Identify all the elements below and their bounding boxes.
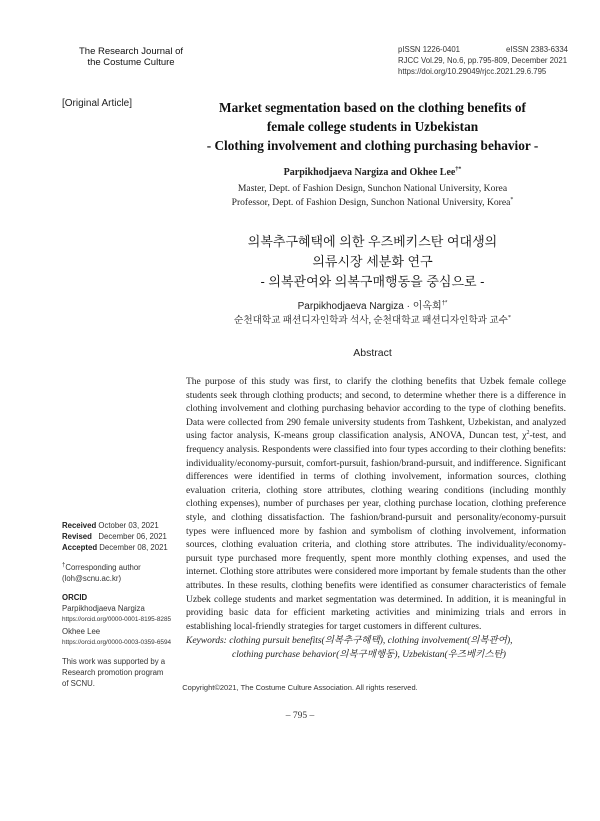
abstract-text-part2: -test, and frequency analysis. Respondents were classified into four types according to their clothing benefits: individuality/economy-pursuit, comfort-pursuit, fashion/brand-pursuit, and indifference. Significant differences were identified in terms of clothing involvement, information sources, clothing evaluation criteria, clothing store attributes, clothing wearing conditions (including monthly clothing expenses), number of purchases per year, clothing purchase location, clothing preference style, and clothing dissatisfaction. The fashion/brand-pursuit and personality/economy-pursuit types were influenced more by fashion and symbolism of clothing involvement, information sources, clothing evaluation criteria, and clothing store attributes. The individuality/economy-pursuit type purchased more frequently, spent more monthly clothing expenses, and used the internet. Clothing store attributes were considered more important by female students than the other attributes. In these results, clothing benefits were identified as consumer characteristics of female Uzbek college students and market segmentation was determined. In addition, it is meaningful in providing basic data for efficient marketing activities and minimizing trials and errors in establishing local-friendly strategies for target customers in different cultures. (186, 431, 566, 632)
authors-ko-mark: †* (441, 300, 448, 307)
title-ko-line2: 의류시장 세분화 연구 (312, 254, 433, 269)
abstract-text-part1: The purpose of this study was first, to clarify the clothing benefits that Uzbek female college students seek through clothing products; and second, to determine whether there is a difference in clothing involvement and clothing purchasing behavior according to the type of clothing benefits. Data were collected from 290 female university students from Tashkent, Uzbekistan, and analyzed using factor analysis, K-means group classification analysis, ANOVA, Duncan test, (186, 377, 566, 442)
eissn: eISSN 2383-6334 (506, 45, 568, 54)
orcid-label: ORCID (62, 593, 88, 603)
orcid2-name: Okhee Lee (62, 626, 101, 636)
authors-en (180, 167, 565, 178)
affiliations-ko (180, 312, 565, 326)
chi-superscript: 2 (526, 430, 530, 437)
keywords-line1: clothing pursuit benefits(의복추구혜택), clothing involvement(의복관여), (229, 636, 513, 646)
authors-en-text: Parpikhodjaeva Nargiza and Okhee Lee (283, 167, 456, 178)
citation: RJCC Vol.29, No.6, pp.795-809, December 2021 (398, 56, 568, 65)
orcid1-name: Parpikhodjaeva Nargiza (62, 604, 145, 614)
funding-line1: This work was supported by a (62, 657, 166, 667)
corresponding-email[interactable]: (loh@scnu.ac.kr) (62, 573, 122, 583)
affiliation-en-2-mark: * (510, 196, 514, 203)
publication-meta (398, 44, 568, 77)
revised-row (62, 531, 177, 542)
accepted-date: December 08, 2021 (99, 543, 168, 553)
authors-ko-text: Parpikhodjaeva Nargiza · 이옥희 (297, 301, 442, 312)
affiliations-ko-mark: * (507, 314, 511, 321)
title-ko-line1: 의복추구혜택에 의한 우즈베키스탄 여대생의 (247, 234, 498, 249)
affiliation-en-2 (180, 196, 565, 210)
keywords-line2: clothing purchase behavior(의복구매행동), Uzbekistan(우즈베키스탄) (232, 650, 506, 660)
authors-en-mark: †* (455, 166, 462, 173)
affiliation-en-2-text: Professor, Dept. of Fashion Design, Sunchon National University, Korea (231, 196, 511, 208)
journal-name-line2: the Costume Culture (87, 57, 175, 68)
abstract-heading: Abstract (353, 347, 392, 359)
pissn: pISSN 1226-0401 (398, 45, 460, 54)
revised-date: December 06, 2021 (98, 532, 167, 542)
title-en-line3: - Clothing involvement and clothing purchasing behavior - (206, 138, 539, 153)
affiliation-en-1: Master, Dept. of Fashion Design, Sunchon National University, Korea (237, 183, 508, 194)
page-number: – 795 – (285, 711, 315, 721)
accepted-row (62, 542, 177, 553)
accepted-label: Accepted (62, 543, 98, 553)
copyright: Copyright©2021, The Costume Culture Association. All rights reserved. (182, 683, 418, 692)
title-ko (180, 232, 565, 292)
orcid2-link[interactable]: https://orcid.org/0000-0003-0359-6594 (62, 638, 172, 646)
title-en (180, 98, 565, 155)
received-date: October 03, 2021 (98, 521, 159, 530)
affiliations-ko-text: 순천대학교 패션디자인학과 석사, 순천대학교 패션디자인학과 교수 (234, 315, 508, 326)
affiliations-en (180, 182, 565, 209)
article-sidebar (62, 520, 177, 690)
issn-row (398, 44, 568, 55)
received-label: Received (62, 521, 97, 530)
doi-link[interactable]: https://doi.org/10.29049/rjcc.2021.29.6.795 (398, 67, 547, 76)
journal-name (56, 46, 206, 68)
authors-ko (180, 297, 565, 312)
revised-label: Revised (62, 532, 92, 542)
title-en-line2: female college students in Uzbekistan (266, 119, 479, 134)
keywords-label: Keywords: (186, 636, 227, 646)
abstract-body (186, 376, 566, 634)
journal-name-line1: The Research Journal of (78, 46, 184, 57)
title-en-line1: Market segmentation based on the clothing benefits of (219, 100, 526, 115)
corresponding-mark: † (62, 562, 66, 569)
orcid1-link[interactable]: https://orcid.org/0000-0001-8195-8285 (62, 616, 172, 624)
chi-symbol: χ (522, 431, 527, 442)
funding-line2: Research promotion program (62, 668, 164, 678)
funding-line3: of SCNU. (62, 679, 95, 689)
article-type: [Original Article] (62, 98, 133, 109)
corresponding-author-row (62, 562, 177, 573)
received-row (62, 520, 177, 531)
keywords (186, 634, 566, 662)
corresponding-label: Corresponding author (65, 562, 141, 572)
title-ko-line3: - 의복관여와 의복구매행동을 중심으로 - (260, 274, 485, 289)
